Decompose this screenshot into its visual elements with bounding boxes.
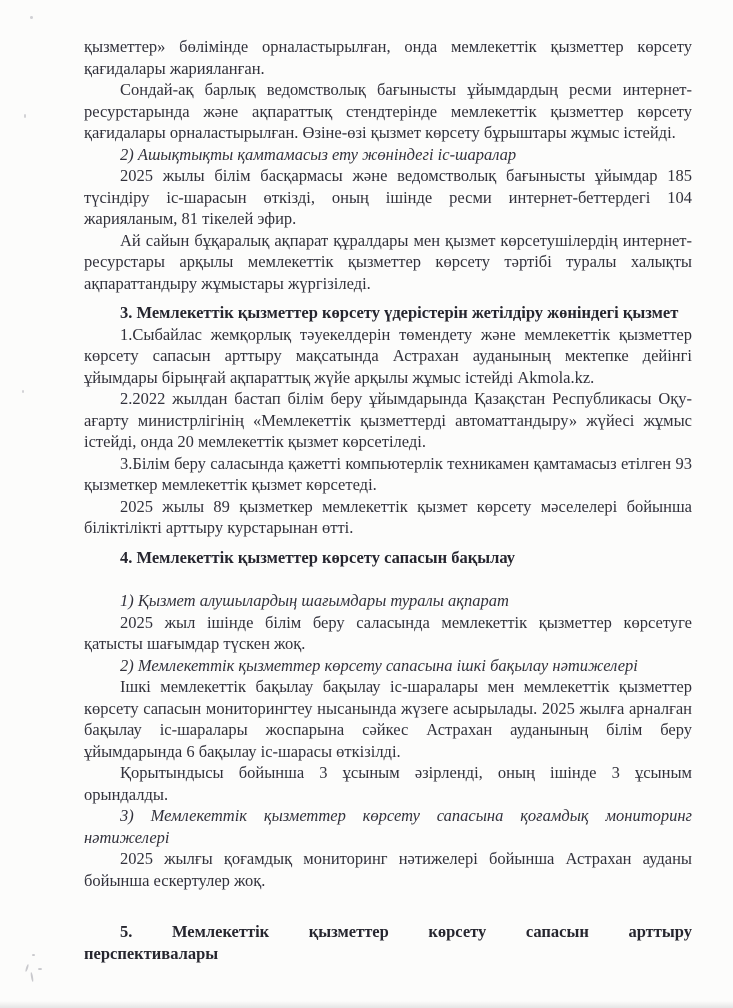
body-paragraph: 2025 жыл ішінде білім беру саласында мемлекеттік қызметтер көрсетуге қатысты шағымдар түскен жоқ. [84,612,692,653]
body-paragraph: 2025 жылы білім басқармасы және ведомстволық бағынысты ұйымдар 185 түсіндіру іс-шарасын өткізді, оның ішінде ресми интернет-беттердегі 104 жарияланым, 81 тікелей эфир. [84,166,692,228]
scan-speck [30,16,33,19]
subsection-heading-1-complaints: 1) Қызмет алушылардың шағымдары туралы ақпарат [120,591,509,610]
document-content [84,36,692,964]
body-paragraph: 3.Білім беру саласында қажетті компьютерлік техникамен қамтамасыз етілген 93 қызметкер мемлекеттік қызмет көрсетеді. [84,453,692,494]
section-heading-4: 4. Мемлекеттік қызметтер көрсету сапасын бақылау [120,547,516,567]
scan-smudge [22,952,48,988]
section-heading-5-line1: 5. Мемлекеттік қызметтер көрсету сапасын арттыру [120,922,692,941]
body-paragraph: 2025 жылғы қоғамдық мониторинг нәтижелері бойынша Астрахан ауданы бойынша ескертулер жоқ. [84,849,692,890]
body-paragraph: Ай сайын бұқаралық ақпарат құралдары мен қызмет көрсетушілердің интернет-ресурстары арқылы мемлекеттік қызметтер көрсету тәртібі туралы халықты ақпараттандыру жұмыстары жүргізіледі. [84,230,692,293]
subsection-heading-3-public-monitoring: 3) Мемлекеттік қызметтер көрсету сапасына қоғамдық мониторинг нәтижелері [84,806,692,847]
subsection-heading-2-openness: 2) Ашықтықты қамтамасыз ету жөніндегі іс-шаралар [120,144,517,164]
continued-paragraph: қызметтер» бөлімінде орналастырылған, онда мемлекеттік қызметтер көрсету қағидалары жарияланған. [84,37,692,78]
paragraph-spacer [84,891,692,921]
body-paragraph: Ішкі мемлекеттік бақылау бақылау іс-шаралары мен мемлекеттік қызметтер көрсету сапасын мониторингтеу нысанында жүзеге асырылады. 2025 жылға арналған бақылау іс-шаралары жоспарына сәйкес Астрахан ауданының білім беру ұйымдарында 6 бақылау іс-шарасы өткізілді. [84,677,692,761]
paragraph-spacer [84,294,692,302]
body-paragraph: 2025 жылы 89 қызметкер мемлекеттік қызмет көрсету мәселелері бойынша біліктілікті арттыру курстарынан өтті. [84,496,692,537]
paragraph-spacer [84,539,692,547]
paragraph-spacer [84,568,692,590]
body-paragraph: Қорытындысы бойынша 3 ұсыным әзірленді, оның ішінде 3 ұсыным орындалды. [84,763,692,804]
body-paragraph: 2.2022 жылдан бастап білім беру ұйымдарында Қазақстан Республикасы Оқу-ағарту министрлігінің «Мемлекеттік қызметтерді автоматтандыру» жүйесі жұмыс істейді, онда 20 мемлекеттік қызмет көрсетіледі. [84,389,692,451]
body-paragraph: Сондай-ақ барлық ведомстволық бағынысты ұйымдардың ресми интернет-ресурстарында және ақпараттық стендтерінде мемлекеттік қызметтер көрсету қағидалары орналастырылған. Өзіне-өзі қызмет көрсету бұрыштары жұмыс істейді. [84,80,692,142]
scan-speck [22,390,24,393]
body-paragraph: 1.Сыбайлас жемқорлық тәуекелдерін төмендету және мемлекеттік қызметтер көрсету сапасын арттыру мақсатында Астрахан ауданының мектепке дейінгі ұйымдары бірыңғай ақпараттық жүйе арқылы жұмыс істейді Akmola.kz. [84,324,692,387]
subsection-heading-2-internal-control: 2) Мемлекеттік қызметтер көрсету сапасына ішкі бақылау нәтижелері [120,655,638,675]
scan-speck [24,114,26,118]
section-heading-3: 3. Мемлекеттік қызметтер көрсету үдерістерін жетілдіру жөніндегі қызмет [120,303,679,322]
section-heading-5-line2: перспективалары [84,943,219,963]
